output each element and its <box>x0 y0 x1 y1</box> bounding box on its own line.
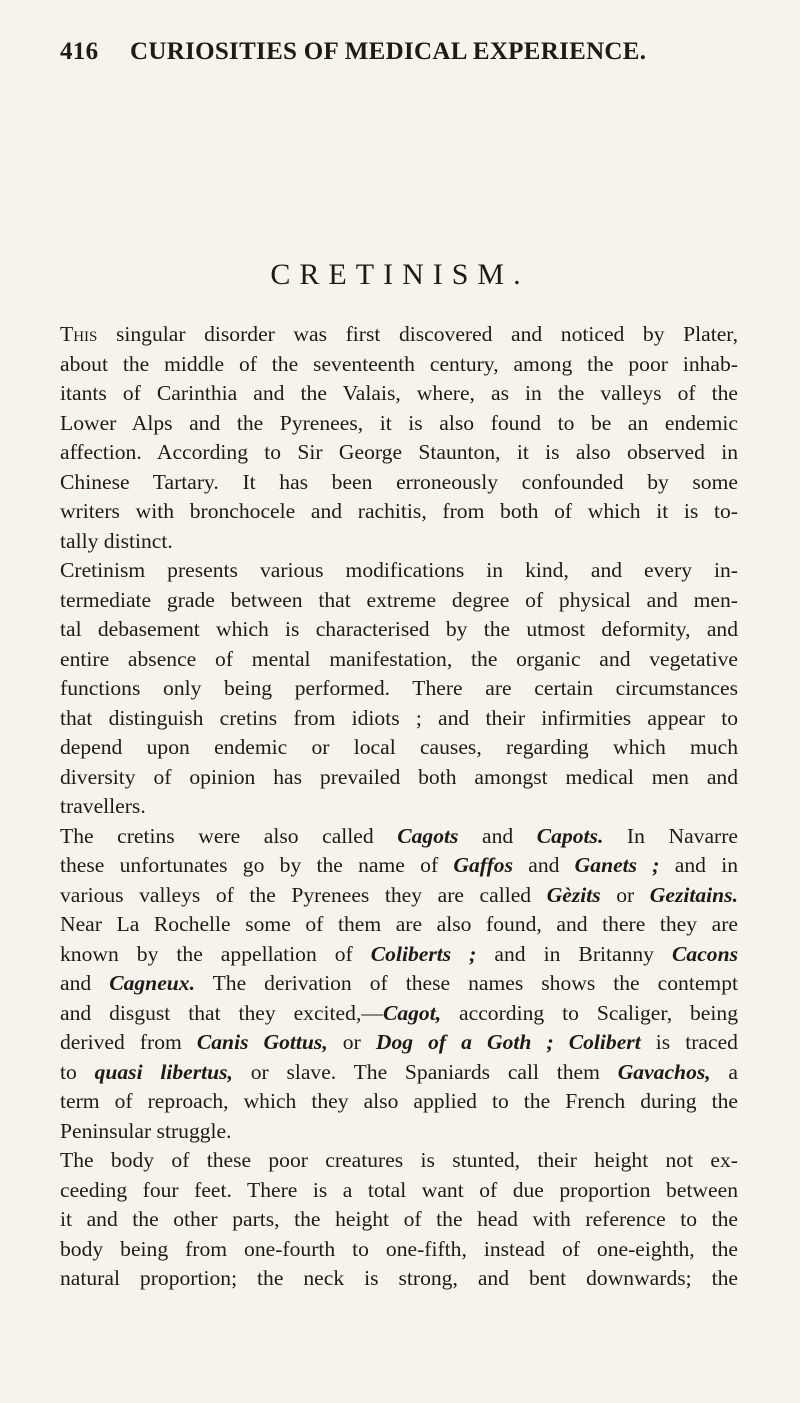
text-line: entire absence of mental manifestation, the organic and vegetative <box>60 646 738 671</box>
text-line: tal debasement which is characterised by the utmost deformity, and <box>60 617 738 641</box>
paragraph <box>60 822 738 1147</box>
text-line: these unfortunates go by the name of Gaffos and Ganets ; and in <box>60 853 738 877</box>
text-line: derived from Canis Gottus, or Dog of a Goth ; Colibert is traced <box>60 1030 738 1054</box>
text-line: writers with bronchocele and rachitis, from both of which it is to- <box>60 499 738 523</box>
text-line: known by the appellation of Coliberts ; and in Britanny Cacons <box>60 941 739 966</box>
text-line: This singular disorder was first discovered and noticed by Plater, <box>60 322 738 346</box>
text-line: and Cagneux. The derivation of these names shows the contempt <box>60 971 738 995</box>
text-line: affection. According to Sir George Staunton, it is also observed in <box>60 440 738 464</box>
text-line: travellers. <box>60 794 146 818</box>
text-line: various valleys of the Pyrenees they are called Gèzits or Gezitains. <box>60 882 738 907</box>
text-line: itants of Carinthia and the Valais, where, as in the valleys of the <box>60 381 738 405</box>
text-line: that distinguish cretins from idiots ; and their infirmities appear to <box>60 705 738 730</box>
text-line: termediate grade between that extreme degree of physical and men- <box>60 587 738 612</box>
paragraph <box>60 1146 738 1294</box>
text-line: tally distinct. <box>60 528 173 553</box>
text-line: Cretinism presents various modifications in kind, and every in- <box>60 558 738 582</box>
text-line: about the middle of the seventeenth century, among the poor inhab- <box>60 351 738 376</box>
text-line: Lower Alps and the Pyrenees, it is also found to be an endemic <box>60 410 738 435</box>
text-line: body being from one-fourth to one-fifth, instead of one-eighth, the <box>60 1236 738 1261</box>
text-line: Near La Rochelle some of them are also found, and there they are <box>60 912 738 936</box>
text-line: diversity of opinion has prevailed both amongst medical men and <box>60 764 738 789</box>
text-line: to quasi libertus, or slave. The Spaniards call them Gavachos, a <box>60 1059 739 1084</box>
paragraph <box>60 320 738 556</box>
text-line: natural proportion; the neck is strong, and bent downwards; the <box>60 1266 738 1290</box>
text-line: depend upon endemic or local causes, regarding which much <box>60 735 738 759</box>
chapter-title: CRETINISM. <box>270 258 530 291</box>
text-line: term of reproach, which they also applied to the French during the <box>60 1089 738 1113</box>
body-text <box>60 320 738 1294</box>
text-line: The cretins were also called Cagots and Capots. In Navarre <box>60 823 738 848</box>
page-number: 416 <box>60 38 99 65</box>
text-line: it and the other parts, the height of the head with reference to the <box>60 1207 738 1231</box>
text-line: Peninsular struggle. <box>60 1118 232 1143</box>
text-line: and disgust that they excited,—Cagot, according to Scaliger, being <box>60 1000 738 1025</box>
running-head <box>60 38 720 78</box>
running-title: CURIOSITIES OF MEDICAL EXPERIENCE. <box>130 38 647 65</box>
text-line: ceeding four feet. There is a total want of due proportion between <box>60 1177 738 1202</box>
paragraph <box>60 556 738 822</box>
text-line: The body of these poor creatures is stunted, their height not ex- <box>60 1148 738 1172</box>
text-line: functions only being performed. There are certain circumstances <box>60 676 738 700</box>
text-line: Chinese Tartary. It has been erroneously confounded by some <box>60 469 738 494</box>
